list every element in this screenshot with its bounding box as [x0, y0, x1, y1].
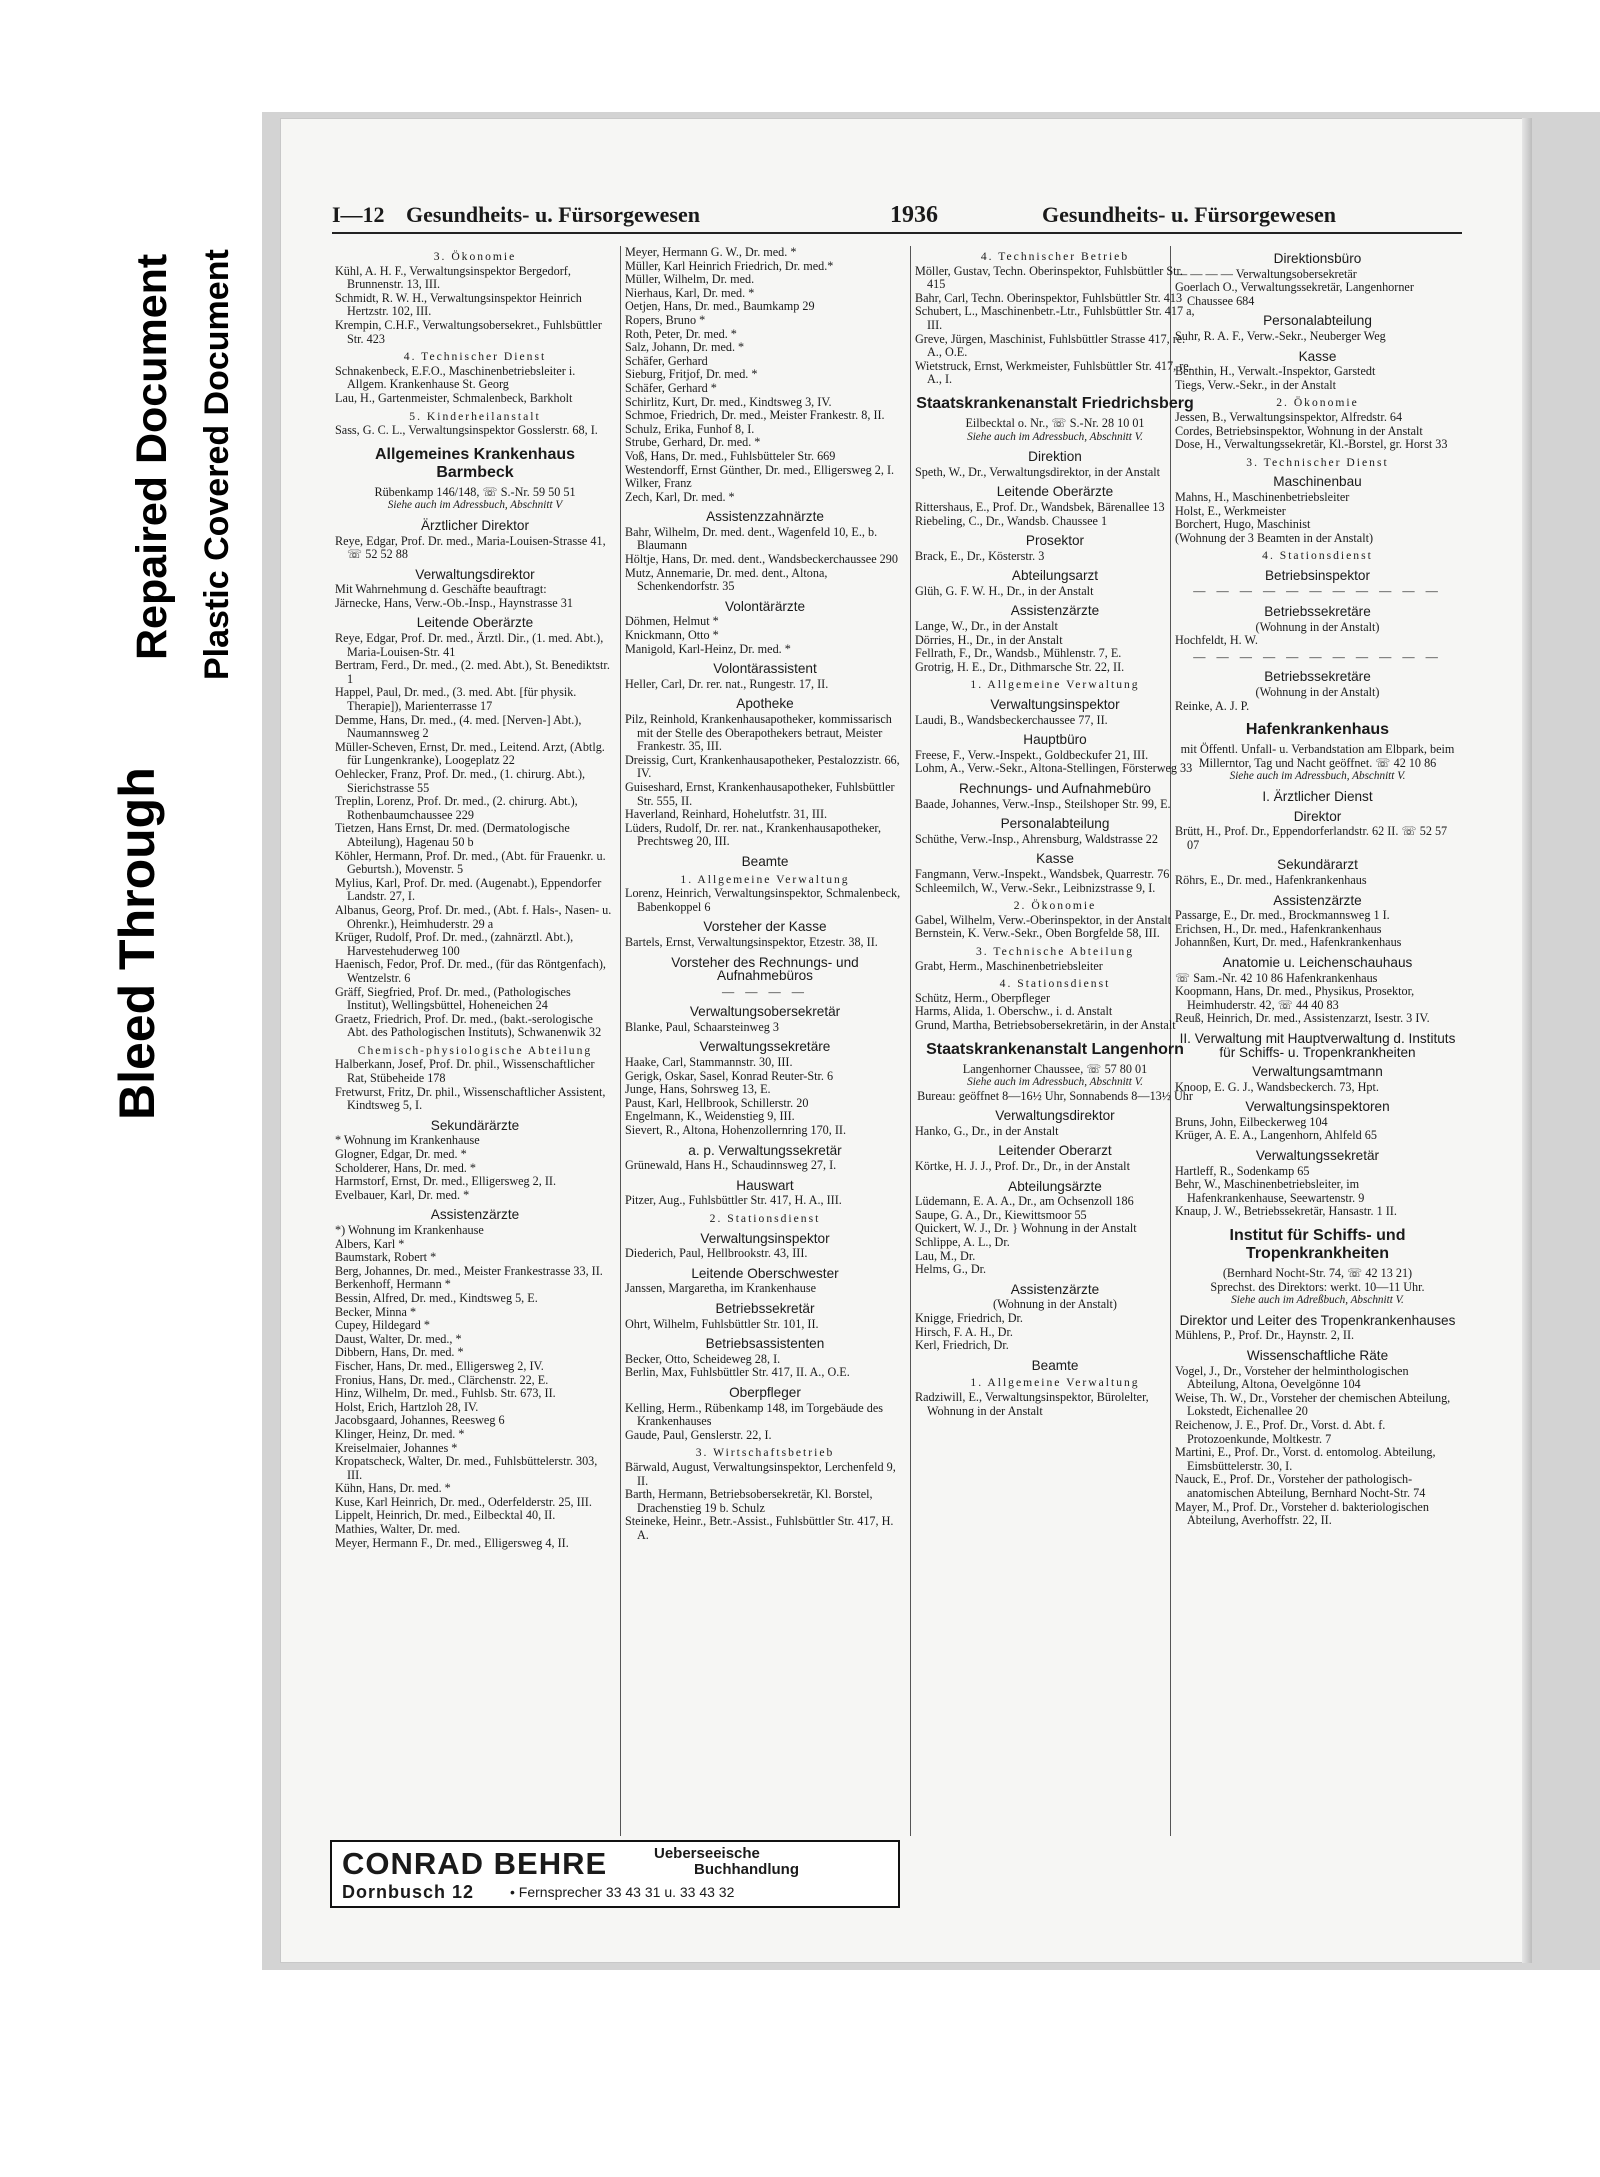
- subheading: Personalabteilung: [1000, 816, 1110, 832]
- subheading: Betriebssekretäre: [1264, 669, 1371, 685]
- subheading: Kasse: [1298, 348, 1337, 364]
- directory-entry: Roth, Peter, Dr. med. *: [625, 326, 737, 341]
- cross-reference-note: Siehe auch im Adressbuch, Abschnitt V: [387, 499, 563, 512]
- directory-entry: Schütz, Herm., Oberpfleger: [915, 990, 1051, 1005]
- directory-entry: Strube, Gerhard, Dr. med. *: [625, 435, 761, 450]
- directory-entry: Reye, Edgar, Prof. Dr. med., Maria-Louisen-Strasse 41, ☏ 52 52 88: [335, 533, 606, 562]
- subheading: Leitende Oberärzte: [416, 615, 534, 631]
- running-head-year: 1936: [890, 202, 938, 228]
- directory-entry: Lange, W., Dr., in der Anstalt: [915, 619, 1058, 634]
- subheading: Assistenzzahnärzte: [706, 509, 824, 525]
- directory-entry: Kühl, A. H. F., Verwaltungsinspektor Bergedorf, Brunnenstr. 13, III.: [335, 263, 571, 292]
- directory-entry: Schleemilch, W., Verw.-Sekr., Leibnizstrasse 9, I.: [915, 880, 1156, 895]
- directory-entry: Heller, Carl, Dr. rer. nat., Rungestr. 17, II.: [625, 676, 829, 691]
- directory-entry: Junge, Hans, Sohrsweg 13, E.: [625, 1082, 771, 1097]
- subheading: Prosektor: [1025, 533, 1085, 549]
- repaired-document-label: Repaired Document: [128, 253, 176, 660]
- directory-entry: Grünewald, Hans H., Schaudinnsweg 27, I.: [625, 1158, 837, 1173]
- ad-tagline-line2: Buchhandlung: [694, 1861, 799, 1878]
- directory-entry: Pilz, Reinhold, Krankenhausapotheker, kommissarisch mit der Stelle des Oberapothekers betraut, Meister Frankestr. 35, III.: [625, 712, 892, 754]
- directory-entry: Schulz, Erika, Funhof 8, I.: [625, 421, 755, 436]
- directory-entry: Lippelt, Heinrich, Dr. med., Eilbecktal 40, II.: [335, 1508, 556, 1523]
- page-number: I—12: [332, 202, 385, 227]
- directory-entry: Jacobsgaard, Johannes, Reesweg 6: [335, 1413, 505, 1428]
- directory-entry: Holst, Erich, Hartzloh 28, IV.: [335, 1399, 479, 1414]
- ad-company-name: CONRAD BEHRE: [342, 1846, 608, 1881]
- directory-entry: Fischer, Hans, Dr. med., Elligersweg 2, IV.: [335, 1358, 544, 1373]
- directory-entry: Sass, G. C. L., Verwaltungsinspektor Gosslerstr. 68, I.: [335, 423, 598, 438]
- subheading: Verwaltungsinspektoren: [1245, 1099, 1390, 1115]
- directory-entry: Harms, Alida, 1. Oberschw., i. d. Anstalt: [915, 1004, 1113, 1019]
- directory-entry: Erichsen, H., Dr. med., Hafenkrankenhaus: [1175, 921, 1382, 936]
- centered-line: (Wohnung in der Anstalt): [1255, 685, 1380, 700]
- directory-entry: Fronius, Hans, Dr. med., Clärchenstr. 22, E.: [335, 1372, 549, 1387]
- directory-entry: Vogel, J., Dr., Vorsteher der helminthologischen Abteilung, Altona, Oevelgönne 104: [1175, 1363, 1409, 1392]
- directory-entry: Demme, Hans, Dr. med., (4. med. [Nerven-] Abt.), Naumannsweg 2: [335, 712, 582, 741]
- subheading: Vorsteher des Rechnungs- und Aufnahmebüros: [671, 954, 859, 984]
- directory-entry: Freese, F., Verw.-Inspekt., Goldbeckufer 21, III.: [915, 747, 1149, 762]
- subheading: Betriebssekretär: [715, 1300, 815, 1316]
- directory-entry: Schubert, L., Maschinenbetr.-Ltr., Fuhlsbüttler Str. 417 a, III.: [915, 304, 1195, 332]
- directory-entry: Lohm, A., Verw.-Sekr., Altona-Stellingen, Försterweg 33: [915, 761, 1193, 776]
- subheading: Maschinenbau: [1273, 474, 1362, 490]
- directory-entry: Oetjen, Hans, Dr. med., Baumkamp 29: [625, 299, 815, 314]
- directory-entry: Knaup, J. W., Betriebssekretär, Hansastr. 1 II.: [1175, 1204, 1397, 1219]
- centered-line: (Wohnung in der Anstalt): [1255, 619, 1380, 634]
- centered-line: Langenhorner Chaussee, ☏ 57 80 01: [962, 1061, 1148, 1076]
- subheading: Volontärassistent: [713, 661, 817, 677]
- directory-entry: Weise, Th. W., Dr., Vorsteher der chemischen Abteilung, Lokstedt, Eichenallee 20: [1175, 1390, 1451, 1419]
- directory-entry: Scholderer, Hans, Dr. med. *: [335, 1160, 476, 1175]
- directory-entry: Lorenz, Heinrich, Verwaltungsinspektor, Schmalenbeck, Babenkoppel 6: [625, 886, 901, 914]
- centered-line: Sprechst. des Direktors: werkt. 10—11 Uhr.: [1210, 1279, 1425, 1294]
- directory-entry: Albers, Karl *: [335, 1236, 405, 1251]
- directory-entry: Wilker, Franz: [625, 476, 692, 491]
- directory-entry: Jessen, B., Verwaltungsinspektor, Alfredstr. 64: [1175, 409, 1403, 424]
- directory-entry: Janssen, Margaretha, im Krankenhause: [625, 1281, 816, 1296]
- directory-entry: Bärwald, August, Verwaltungsinspektor, Lerchenfeld 9, II.: [625, 1459, 896, 1488]
- directory-entry: Schlippe, A. L., Dr.: [915, 1235, 1010, 1250]
- section-heading: 1. Allgemeine Verwaltung: [970, 678, 1140, 692]
- directory-entry: Schmidt, R. W. H., Verwaltungsinspektor Heinrich Hertzstr. 102, III.: [335, 290, 582, 319]
- directory-entry: Borchert, Hugo, Maschinist: [1175, 517, 1311, 532]
- subheading: a. p. Verwaltungssekretär: [688, 1142, 842, 1158]
- directory-entry: Saupe, G. A., Dr., Kiewittsmoor 55: [915, 1207, 1087, 1222]
- centered-line: Bureau: geöffnet 8—16½ Uhr, Sonnabends 8—13½ Uhr: [917, 1088, 1193, 1103]
- subheading: Sekundärarzt: [1277, 857, 1358, 873]
- directory-entry: Schirlitz, Kurt, Dr. med., Kindtsweg 3, IV.: [625, 394, 832, 409]
- directory-entry: Reuß, Heinrich, Dr. med., Assistenzarzt, Isestr. 3 IV.: [1175, 1011, 1430, 1026]
- subheading: Verwaltungsinspektor: [700, 1230, 830, 1246]
- directory-entry: Laudi, B., Wandsbeckerchaussee 77, II.: [915, 712, 1108, 727]
- directory-entry: Berkenhoff, Hermann *: [335, 1277, 451, 1292]
- directory-entry: Mutz, Annemarie, Dr. med. dent., Altona, Schenkendorfstr. 35: [625, 565, 828, 594]
- directory-entry: Martini, E., Prof. Dr., Vorst. d. entomolog. Abteilung, Eimsbüttelerstr. 30, I.: [1175, 1445, 1436, 1473]
- directory-entry: Schäfer, Gerhard *: [625, 380, 717, 395]
- section-heading: 4. Technischer Dienst: [403, 350, 547, 364]
- advertisement-box: [330, 1840, 900, 1908]
- directory-entry: Zech, Karl, Dr. med. *: [625, 489, 735, 504]
- directory-entry: Becker, Otto, Scheideweg 28, I.: [625, 1351, 781, 1366]
- directory-entry: Baumstark, Robert *: [335, 1250, 437, 1265]
- directory-entry: Cupey, Hildegard *: [335, 1318, 430, 1333]
- directory-entry: Radziwill, E., Verwaltungsinspektor, Bürolelter, Wohnung in der Anstalt: [915, 1389, 1149, 1418]
- cross-reference-note: Siehe auch im Adreßbuch, Abschnitt V.: [1231, 1294, 1404, 1307]
- directory-entry: Becker, Minna *: [335, 1304, 417, 1319]
- subheading: Verwaltungssekretäre: [699, 1039, 831, 1055]
- directory-entry: Oehlecker, Franz, Prof. Dr. med., (1. chirurg. Abt.), Sierichstrasse 55: [335, 767, 586, 795]
- subheading: Verwaltungsdirektor: [415, 566, 535, 582]
- subheading: Verwaltungssekretär: [1255, 1148, 1380, 1164]
- subheading: Personalabteilung: [1263, 313, 1372, 329]
- running-head-left: Gesundheits- u. Fürsorgewesen: [406, 202, 700, 227]
- directory-entry: Reinke, A. J. P.: [1175, 698, 1250, 713]
- ad-address: Dornbusch 12: [342, 1882, 475, 1902]
- directory-entry: Haenisch, Fedor, Prof. Dr. med., (für das Röntgenfach), Wentzelstr. 6: [335, 957, 606, 985]
- directory-entry: Happel, Paul, Dr. med., (3. med. Abt. [für physik. Therapie]), Marienterrasse 17: [335, 685, 577, 714]
- directory-entry: Voß, Hans, Dr. med., Fuhlsbütteler Str. 669: [625, 448, 836, 463]
- directory-entry: Bartels, Ernst, Verwaltungsinspektor, Etzestr. 38, II.: [625, 934, 878, 949]
- directory-entry: Müller-Scheven, Ernst, Dr. med., Leitend. Arzt, (Abtlg. für Lungenkranke), Loogeplatz 22: [335, 739, 605, 768]
- directory-entry: Mühlens, P., Prof. Dr., Haynstr. 2, II.: [1175, 1328, 1355, 1343]
- directory-entry: Hirsch, F. A. H., Dr.: [915, 1324, 1013, 1339]
- subheading: Beamte: [1031, 1357, 1079, 1373]
- directory-entry: Krüger, Rudolf, Prof. Dr. med., (zahnärztl. Abt.), Harvestehuderweg 100: [335, 930, 574, 958]
- subheading: Anatomie u. Leichenschauhaus: [1222, 954, 1413, 970]
- subheading: Assistenzärzte: [1010, 603, 1100, 619]
- ad-phone: • Fernsprecher 33 43 31 u. 33 43 32: [510, 1884, 735, 1900]
- subheading: Hauswart: [736, 1177, 794, 1193]
- column-2: [625, 246, 905, 1826]
- directory-entry: Manigold, Karl-Heinz, Dr. med. *: [625, 641, 791, 656]
- directory-entry: Tietzen, Hans Ernst, Dr. med. (Dermatologische Abteilung), Hagenau 50 b: [335, 821, 570, 849]
- subheading: Direktion: [1028, 449, 1082, 465]
- directory-entry: Salz, Johann, Dr. med. *: [625, 340, 745, 355]
- subheading: Assistenzärzte: [1010, 1281, 1100, 1297]
- directory-entry: Bertram, Ferd., Dr. med., (2. med. Abt.), St. Benediktstr. 1: [335, 658, 610, 686]
- directory-entry: Döhmen, Helmut *: [625, 614, 719, 629]
- directory-entry: Järnecke, Hans, Verw.-Ob.-Insp., Haynstrasse 31: [335, 595, 573, 610]
- subheading: II. Verwaltung mit Hauptverwaltung d. Instituts für Schiffs- u. Tropenkrankheiten: [1179, 1030, 1456, 1060]
- directory-entry: Bruns, John, Eilbeckerweg 104: [1175, 1114, 1328, 1129]
- directory-entry: Knigge, Friedrich, Dr.: [915, 1311, 1023, 1325]
- directory-entry: Sievert, R., Altona, Hohenzollernring 170, II.: [625, 1123, 847, 1138]
- directory-entry: Haverland, Reinhard, Hohelutfstr. 31, III.: [625, 807, 828, 822]
- directory-entry: Mylius, Karl, Prof. Dr. med. (Augenabt.), Eppendorfer Landstr. 27, I.: [335, 875, 602, 904]
- directory-entry: Dibbern, Hans, Dr. med. *: [335, 1345, 464, 1360]
- centered-line: (Wohnung in der Anstalt): [993, 1297, 1117, 1312]
- directory-entry: Guiseshard, Ernst, Krankenhausapotheker, Fuhlsbüttler Str. 555, II.: [625, 779, 895, 808]
- directory-entry: Gerigk, Oskar, Sasel, Konrad Reuter-Str. 6: [625, 1068, 834, 1083]
- directory-entry: Steineke, Heinr., Betr.-Assist., Fuhlsbüttler Str. 417, H. A.: [625, 1514, 894, 1542]
- directory-entry: Fretwurst, Fritz, Dr. phil., Wissenschaftlicher Assistent, Kindtsweg 5, I.: [335, 1084, 606, 1113]
- section-heading: Chemisch-physiologische Abteilung: [357, 1043, 593, 1057]
- directory-entry: *) Wohnung im Krankenhause: [335, 1223, 484, 1237]
- subheading: Beamte: [741, 853, 789, 869]
- directory-entry: Müller, Karl Heinrich Friedrich, Dr. med.*: [625, 258, 834, 273]
- directory-entry: Fangmann, Verw.-Inspekt., Wandsbek, Quarrestr. 76: [915, 866, 1170, 881]
- subheading: Verwaltungsdirektor: [995, 1108, 1115, 1124]
- subheading: Betriebssekretäre: [1264, 604, 1371, 620]
- directory-entry: Kühn, Hans, Dr. med. *: [335, 1481, 451, 1496]
- directory-entry: * Wohnung im Krankenhause: [335, 1133, 480, 1148]
- column-4: [1175, 246, 1460, 1826]
- directory-entry: Müller, Wilhelm, Dr. med.: [625, 272, 755, 287]
- section-heading: 4. Stationsdienst: [999, 977, 1111, 991]
- institution-heading: Allgemeines Krankenhaus Barmbeck: [374, 445, 576, 481]
- directory-entry: Gaude, Paul, Genslerstr. 22, I.: [625, 1427, 772, 1442]
- directory-entry: Dose, H., Verwaltungssekretär, Kl.-Borstel, gr. Horst 33: [1175, 437, 1448, 452]
- directory-entry: Grund, Martha, Betriebsobersekretärin, in der Anstalt: [915, 1017, 1176, 1032]
- directory-entry: Möller, Gustav, Techn. Oberinspektor, Fuhlsbüttler Str. 415: [915, 263, 1183, 292]
- subheading: Assistenzärzte: [430, 1207, 520, 1223]
- directory-entry: Daust, Walter, Dr. med., *: [335, 1331, 462, 1346]
- directory-entry: Wietstruck, Ernst, Werkmeister, Fuhlsbüttler Str. 417, re. A., I.: [915, 358, 1192, 387]
- subheading: Direktor: [1293, 808, 1342, 824]
- directory-entry: Hinz, Wilhelm, Dr. med., Fuhlsb. Str. 673, II.: [335, 1386, 556, 1401]
- directory-entry: Schäfer, Gerhard: [625, 353, 708, 368]
- document-page: [280, 118, 1532, 1963]
- directory-entry: Goerlach O., Verwaltungssekretär, Langenhorner Chaussee 684: [1175, 280, 1414, 308]
- cross-reference-note: Siehe auch im Adressbuch, Abschnitt V.: [1229, 770, 1406, 783]
- directory-entry: Helms, G., Dr.: [915, 1262, 987, 1277]
- side-labels: [0, 0, 270, 2177]
- directory-entry: Halberkann, Josef, Prof. Dr. phil., Wissenschaftlicher Rat, Stübeheide 178: [335, 1057, 595, 1086]
- directory-entry: Quickert, W. J., Dr. } Wohnung in der Anstalt: [915, 1221, 1137, 1236]
- directory-entry: Brack, E., Dr., Kösterstr. 3: [915, 548, 1045, 563]
- subheading: Leitender Oberarzt: [998, 1143, 1112, 1159]
- directory-entry: Bernstein, K. Verw.-Sekr., Oben Borgfelde 58, III.: [915, 926, 1160, 941]
- ad-tagline: [654, 1846, 799, 1878]
- running-head: [332, 198, 1462, 234]
- bleed-through-label: Bleed Through: [109, 767, 165, 1120]
- directory-entry: Kreiselmaier, Johannes *: [335, 1440, 458, 1455]
- centered-line: mit Öffentl. Unfall- u. Verbandstation am Elbpark, beim Millerntor, Tag und Nacht geöffnet. ☏ 42 10 86: [1180, 742, 1455, 770]
- directory-entry: Dörries, H., Dr., in der Anstalt: [915, 632, 1063, 647]
- directory-entry: Dreissig, Curt, Krankenhausapotheker, Pestalozzistr. 66, IV.: [625, 752, 900, 781]
- section-heading: 3. Technischer Dienst: [1246, 455, 1389, 469]
- directory-entry: Hanko, G., Dr., in der Anstalt: [915, 1123, 1059, 1138]
- directory-entry: Westendorff, Ernst Günther, Dr. med., Elligersweg 2, I.: [625, 462, 895, 477]
- directory-entry: Suhr, R. A. F., Verw.-Sekr., Neuberger Weg: [1175, 328, 1386, 343]
- section-heading: 5. Kinderheilanstalt: [409, 409, 541, 423]
- directory-entry: Benthin, H., Verwalt.-Inspektor, Garstedt: [1175, 364, 1376, 379]
- directory-entry: Schüthe, Verw.-Insp., Ahrensburg, Waldstrasse 22: [915, 831, 1158, 846]
- subheading: Rechnungs- und Aufnahmebüro: [959, 781, 1151, 796]
- directory-entry: Sieburg, Fritjof, Dr. med. *: [625, 367, 758, 382]
- directory-entry: Lau, M., Dr.: [915, 1248, 976, 1263]
- column-rule: [910, 246, 911, 1836]
- directory-entry: Graetz, Friedrich, Prof. Dr. med., (bakt.-serologische Abt. des Pathologischen Instituts), Schwanenwik 32: [335, 1011, 602, 1040]
- directory-entry: Grabt, Herm., Maschinenbetriebsleiter: [915, 958, 1103, 973]
- section-heading: 4. Technischer Betrieb: [980, 250, 1130, 263]
- directory-entry: Klinger, Heinz, Dr. med. *: [335, 1426, 465, 1441]
- directory-entry: Treplin, Lorenz, Prof. Dr. med., (2. chirurg. Abt.), Rothenbaumchaussee 229: [335, 794, 578, 822]
- directory-entry: Kerl, Friedrich, Dr.: [915, 1338, 1009, 1353]
- subheading: Abteilungsärzte: [1008, 1178, 1102, 1194]
- directory-entry: Pitzer, Aug., Fuhlsbüttler Str. 417, H. A., III.: [625, 1193, 842, 1208]
- directory-entry: Barth, Hermann, Betriebsobersekretär, Kl. Borstel, Drachenstieg 19 b. Schulz: [625, 1487, 873, 1515]
- directory-entry: Baade, Johannes, Verw.-Insp., Steilshoper Str. 99, E.: [915, 796, 1171, 811]
- subheading: Leitende Oberschwester: [691, 1265, 839, 1281]
- subheading: Verwaltungsinspektor: [990, 697, 1120, 713]
- directory-entry: Kuse, Karl Heinrich, Dr. med., Oderfelderstr. 25, III.: [335, 1494, 592, 1509]
- directory-entry: Glüh, G. F. W. H., Dr., in der Anstalt: [915, 583, 1094, 598]
- directory-entry: Köhler, Hermann, Prof. Dr. med., (Abt. für Frauenkr. u. Geburtsh.), Movenstr. 5: [335, 848, 606, 877]
- directory-entry: Lau, H., Gartenmeister, Schmalenbeck, Barkholt: [335, 390, 573, 405]
- centered-line: (Bernhard Nocht-Str. 74, ☏ 42 13 21): [1222, 1266, 1413, 1281]
- section-heading: 1. Allgemeine Verwaltung: [680, 872, 850, 886]
- directory-entry: Nauck, E., Prof. Dr., Vorsteher der pathologisch-anatomischen Abteilung, Bernhard Nocht-Str. 74: [1175, 1472, 1426, 1500]
- directory-entry: Diederich, Paul, Hellbrookstr. 43, III.: [625, 1246, 808, 1261]
- directory-entry: Schmoe, Friedrich, Dr. med., Meister Frankestr. 8, II.: [625, 408, 885, 423]
- directory-entry: Tiegs, Verw.-Sekr., in der Anstalt: [1175, 377, 1337, 392]
- directory-entry: Schnakenbeck, E.F.O., Maschinenbetriebsleiter i. Allgem. Krankenhause St. Georg: [335, 363, 576, 392]
- directory-entry: Greve, Jürgen, Maschinist, Fuhlsbüttler Strasse 417, re. A., O.E.: [915, 331, 1186, 360]
- section-heading: 2. Stationsdienst: [709, 1212, 821, 1225]
- directory-entry: Röhrs, E., Dr. med., Hafenkrankenhaus: [1175, 872, 1367, 887]
- column-rule: [620, 246, 621, 1836]
- directory-entry: Grotrig, H. E., Dr., Dithmarsche Str. 22, II.: [915, 659, 1125, 674]
- directory-entry: Paust, Karl, Hellbrook, Schillerstr. 20: [625, 1095, 809, 1110]
- directory-entry: Rittershaus, E., Prof. Dr., Wandsbek, Bärenallee 13: [915, 499, 1165, 514]
- directory-entry: Höltje, Hans, Dr. med. dent., Wandsbeckerchaussee 290: [625, 552, 898, 567]
- institution-heading: Institut für Schiffs- und Tropenkrankheiten: [1229, 1227, 1406, 1263]
- subheading: Vorsteher der Kasse: [703, 919, 827, 935]
- subheading: Verwaltungsamtmann: [1252, 1064, 1383, 1080]
- directory-entry: Hartleff, R., Sodenkamp 65: [1175, 1163, 1310, 1178]
- directory-entry: Behr, W., Maschinenbetriebsleiter, im Hafenkrankenhause, Seewartenstr. 9: [1175, 1177, 1365, 1205]
- directory-entry: Hochfeldt, H. W.: [1175, 633, 1258, 648]
- column-1: [335, 246, 615, 1826]
- directory-entry: Knickmann, Otto *: [625, 628, 719, 643]
- subheading: Apotheke: [736, 696, 794, 712]
- section-heading: 3. Ökonomie: [433, 250, 517, 263]
- subheading: Assistenzärzte: [1273, 892, 1362, 908]
- directory-entry: Ohrt, Wilhelm, Fuhlsbüttler Str. 101, II.: [625, 1316, 819, 1331]
- directory-entry: Speth, W., Dr., Verwaltungsdirektor, in der Anstalt: [915, 464, 1161, 479]
- directory-entry: — — — — Verwaltungsobersekretär: [1175, 266, 1357, 281]
- directory-entry: Knoop, E. G. J., Wandsbeckerch. 73, Hpt.: [1175, 1079, 1379, 1094]
- directory-entry: ☏ Sam.-Nr. 42 10 86 Hafenkrankenhaus: [1175, 970, 1378, 985]
- directory-entry: Gräff, Siegfried, Prof. Dr. med., (Pathologisches Institut), Wellingsbüttel, Hoheneichen 24: [335, 984, 571, 1013]
- subheading: Volontärärzte: [724, 598, 806, 614]
- directory-entry: Mayer, M., Prof. Dr., Vorsteher d. bakteriologischen Abteilung, Averhoffstr. 22, II.: [1175, 1499, 1429, 1528]
- directory-entry: Riebeling, C., Dr., Wandsb. Chaussee 1: [915, 513, 1108, 528]
- directory-entry: Gabel, Wilhelm, Verw.-Oberinspektor, in der Anstalt: [915, 912, 1172, 927]
- subheading: Abteilungsarzt: [1011, 568, 1099, 584]
- directory-entry: Krempin, C.H.F., Verwaltungsobersekret., Fuhlsbüttler Str. 423: [335, 317, 602, 346]
- directory-entry: Blanke, Paul, Schaarsteinweg 3: [625, 1019, 779, 1034]
- directory-entry: Nierhaus, Karl, Dr. med. *: [625, 285, 755, 300]
- directory-entry: Johannßen, Kurt, Dr. med., Hafenkrankenhaus: [1175, 935, 1402, 950]
- subheading: Betriebsassistenten: [705, 1336, 825, 1352]
- subheading: Hauptbüro: [1023, 732, 1087, 748]
- directory-entry: (Wohnung der 3 Beamten in der Anstalt): [1175, 530, 1374, 545]
- directory-entry: Holst, E., Werkmeister: [1175, 503, 1286, 518]
- section-heading: 3. Technische Abteilung: [976, 944, 1134, 958]
- section-heading: 4. Stationsdienst: [1262, 549, 1373, 563]
- directory-entry: Bahr, Carl, Techn. Oberinspektor, Fuhlsbüttler Str. 413: [915, 290, 1183, 305]
- directory-entry: Meyer, Hermann F., Dr. med., Elligersweg 4, II.: [335, 1535, 569, 1550]
- institution-heading: Staatskrankenanstalt Langenhorn: [926, 1040, 1184, 1058]
- directory-entry: Reichenow, J. E., Prof. Dr., Vorst. d. Abt. f. Protozoenkunde, Moltkestr. 7: [1175, 1417, 1386, 1446]
- directory-entry: Ropers, Bruno *: [625, 312, 706, 327]
- section-heading: 2. Ökonomie: [1013, 899, 1097, 913]
- directory-entry: Berg, Johannes, Dr. med., Meister Frankestrasse 33, II.: [335, 1263, 603, 1278]
- vacancy-dash: — — — — — — — — — — —: [1193, 649, 1442, 664]
- centered-line: Rübenkamp 146/148, ☏ S.-Nr. 59 50 51: [374, 484, 576, 499]
- subheading: Ärztlicher Direktor: [420, 517, 529, 533]
- directory-entry: Lüders, Rudolf, Dr. rer. nat., Krankenhausapotheker, Prechtsweg 20, III.: [625, 820, 882, 849]
- subheading: Verwaltungsobersekretär: [689, 1004, 841, 1020]
- directory-entry: Haake, Carl, Stammannstr. 30, III.: [625, 1055, 793, 1070]
- subheading: Leitende Oberärzte: [996, 484, 1114, 500]
- institution-heading: Staatskrankenanstalt Friedrichsberg: [916, 394, 1194, 412]
- directory-entry: Körtke, H. J. J., Prof. Dr., Dr., in der Anstalt: [915, 1159, 1130, 1174]
- cross-reference-note: Siehe auch im Adressbuch, Abschnitt V.: [967, 1076, 1143, 1089]
- directory-entry: Cordes, Betriebsinspektor, Wohnung in der Anstalt: [1175, 423, 1423, 438]
- directory-entry: Mahns, H., Maschinenbetriebsleiter: [1175, 489, 1350, 504]
- directory-entry: Mathies, Walter, Dr. med.: [335, 1522, 461, 1537]
- subheading: Kasse: [1036, 851, 1074, 867]
- directory-entry: Mit Wahrnehmung d. Geschäfte beauftragt:: [335, 582, 547, 597]
- directory-entry: Glogner, Edgar, Dr. med. *: [335, 1147, 467, 1162]
- directory-entry: Albanus, Georg, Prof. Dr. med., (Abt. f. Hals-, Nasen- u. Ohrenkr.), Heimhuderstr. 29 a: [335, 902, 612, 931]
- directory-entry: Koopmann, Hans, Dr. med., Physikus, Prosektor, Heimhuderstr. 42, ☏ 44 40 83: [1175, 984, 1415, 1012]
- directory-entry: Meyer, Hermann G. W., Dr. med. *: [625, 246, 797, 259]
- directory-entry: Lüdemann, E. A. A., Dr., am Ochsenzoll 186: [915, 1194, 1134, 1209]
- directory-entry: Bahr, Wilhelm, Dr. med. dent., Wagenfeld 10, E., b. Blaumann: [625, 524, 878, 553]
- subheading: I. Ärztlicher Dienst: [1262, 789, 1373, 804]
- subheading: Direktor und Leiter des Tropenkrankenhauses: [1179, 1312, 1456, 1328]
- directory-entry: Bessin, Alfred, Dr. med., Kindtsweg 5, E.: [335, 1290, 538, 1305]
- vacancy-dash: — — — — — — — — — — —: [1193, 584, 1442, 599]
- plastic-covered-label: Plastic Covered Document: [198, 249, 236, 680]
- ad-tagline-line1: Ueberseeische: [654, 1845, 760, 1862]
- section-heading: 2. Ökonomie: [1276, 396, 1359, 410]
- directory-entry: Brütt, H., Prof. Dr., Eppendorferlandstr. 62 II. ☏ 52 57 07: [1175, 824, 1448, 852]
- subheading: Betriebsinspektor: [1264, 567, 1371, 583]
- subheading: Sekundärärzte: [430, 1117, 520, 1133]
- section-heading: 3. Wirtschaftsbetrieb: [695, 1446, 835, 1460]
- section-heading: 1. Allgemeine Verwaltung: [970, 1376, 1140, 1390]
- institution-heading: Hafenkrankenhaus: [1245, 721, 1390, 739]
- directory-entry: Kropatscheck, Walter, Dr. med., Fuhlsbüttelerstr. 303, III.: [335, 1454, 598, 1482]
- directory-entry: Berlin, Max, Fuhlsbüttler Str. 417, II. A., O.E.: [625, 1365, 850, 1380]
- subheading: Wissenschaftliche Räte: [1246, 1348, 1389, 1363]
- directory-entry: Harmstorf, Ernst, Dr. med., Elligersweg 2, II.: [335, 1174, 557, 1189]
- directory-entry: Reye, Edgar, Prof. Dr. med., Ärztl. Dir., (1. med. Abt.), Maria-Louisen-Str. 41: [335, 631, 604, 659]
- directory-entry: Kelling, Herm., Rübenkamp 148, im Torgebäude des Krankenhauses: [625, 1400, 883, 1429]
- directory-entry: Engelmann, K., Weidenstieg 9, III.: [625, 1109, 795, 1124]
- subheading: Direktionsbüro: [1273, 251, 1362, 266]
- directory-entry: Passarge, E., Dr. med., Brockmannsweg 1 I.: [1175, 908, 1390, 923]
- directory-entry: Evelbauer, Karl, Dr. med. *: [335, 1187, 470, 1202]
- directory-entry: Fellrath, F., Dr., Wandsb., Mühlenstr. 7, E.: [915, 646, 1122, 661]
- running-head-right: Gesundheits- u. Fürsorgewesen: [1042, 202, 1336, 227]
- column-3: [915, 246, 1195, 1826]
- vacancy-dash: — — — —: [722, 984, 808, 999]
- cross-reference-note: Siehe auch im Adressbuch, Abschnitt V.: [967, 430, 1143, 443]
- centered-line: Eilbecktal o. Nr., ☏ S.-Nr. 28 10 01: [965, 415, 1145, 430]
- subheading: Oberpfleger: [729, 1384, 801, 1400]
- directory-entry: Krüger, A. E. A., Langenhorn, Ahlfeld 65: [1175, 1128, 1377, 1143]
